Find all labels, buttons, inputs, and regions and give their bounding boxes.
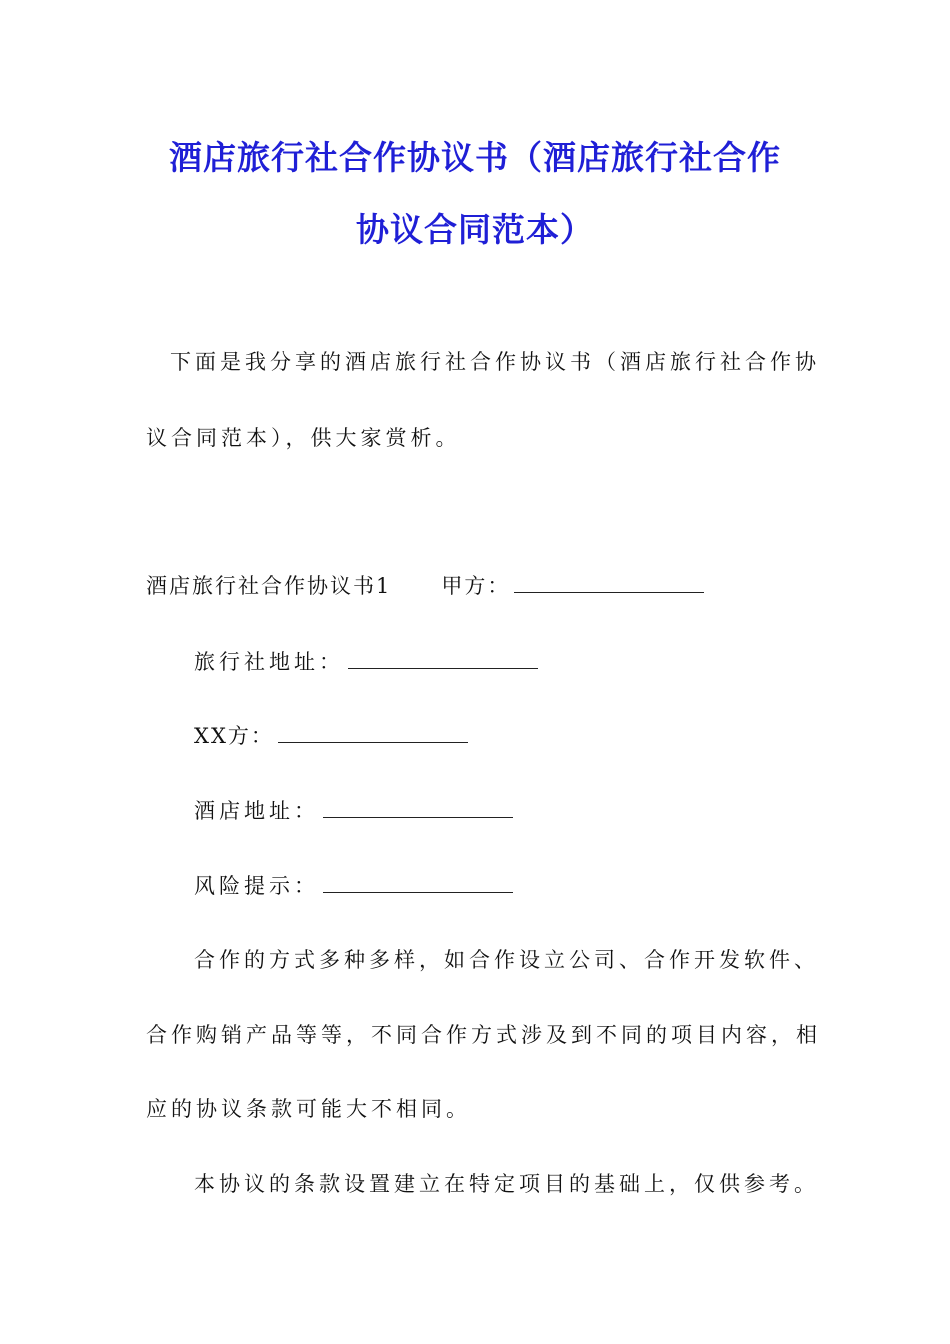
agreement-heading-row <box>146 570 704 600</box>
risk-blank <box>323 891 513 893</box>
party-a-blank <box>514 591 704 593</box>
agency-address-blank <box>348 667 538 669</box>
para2-line-1: 本协议的条款设置建立在特定项目的基础上，仅供参考。 <box>194 1172 819 1196</box>
document-title-line-2: 协议合同范本） <box>356 210 594 249</box>
agency-address-label: 旅行社地址： <box>194 650 344 674</box>
party-b-label: XX方： <box>194 724 274 748</box>
para1-line-2: 合作购销产品等等，不同合作方式涉及到不同的项目内容，相 <box>146 1023 821 1047</box>
risk-row <box>194 870 513 900</box>
document-title-line-1: 酒店旅行社合作协议书（酒店旅行社合作 <box>169 138 781 177</box>
intro-line-2: 议合同范本），供大家赏析。 <box>146 426 461 450</box>
para1-line-3: 应的协议条款可能大不相同。 <box>146 1097 471 1121</box>
party-b-row <box>194 720 468 750</box>
para1-line-1: 合作的方式多种多样，如合作设立公司、合作开发软件、 <box>194 948 819 972</box>
hotel-address-row <box>194 795 513 825</box>
intro-line-1: 下面是我分享的酒店旅行社合作协议书（酒店旅行社合作协 <box>170 350 820 374</box>
agreement-heading: 酒店旅行社合作协议书1 <box>146 574 392 598</box>
party-b-blank <box>278 741 468 743</box>
risk-label: 风险提示： <box>194 874 319 898</box>
hotel-address-label: 酒店地址： <box>194 799 319 823</box>
agency-address-row <box>194 646 538 676</box>
party-a-label: 甲方： <box>441 574 511 598</box>
hotel-address-blank <box>323 816 513 818</box>
